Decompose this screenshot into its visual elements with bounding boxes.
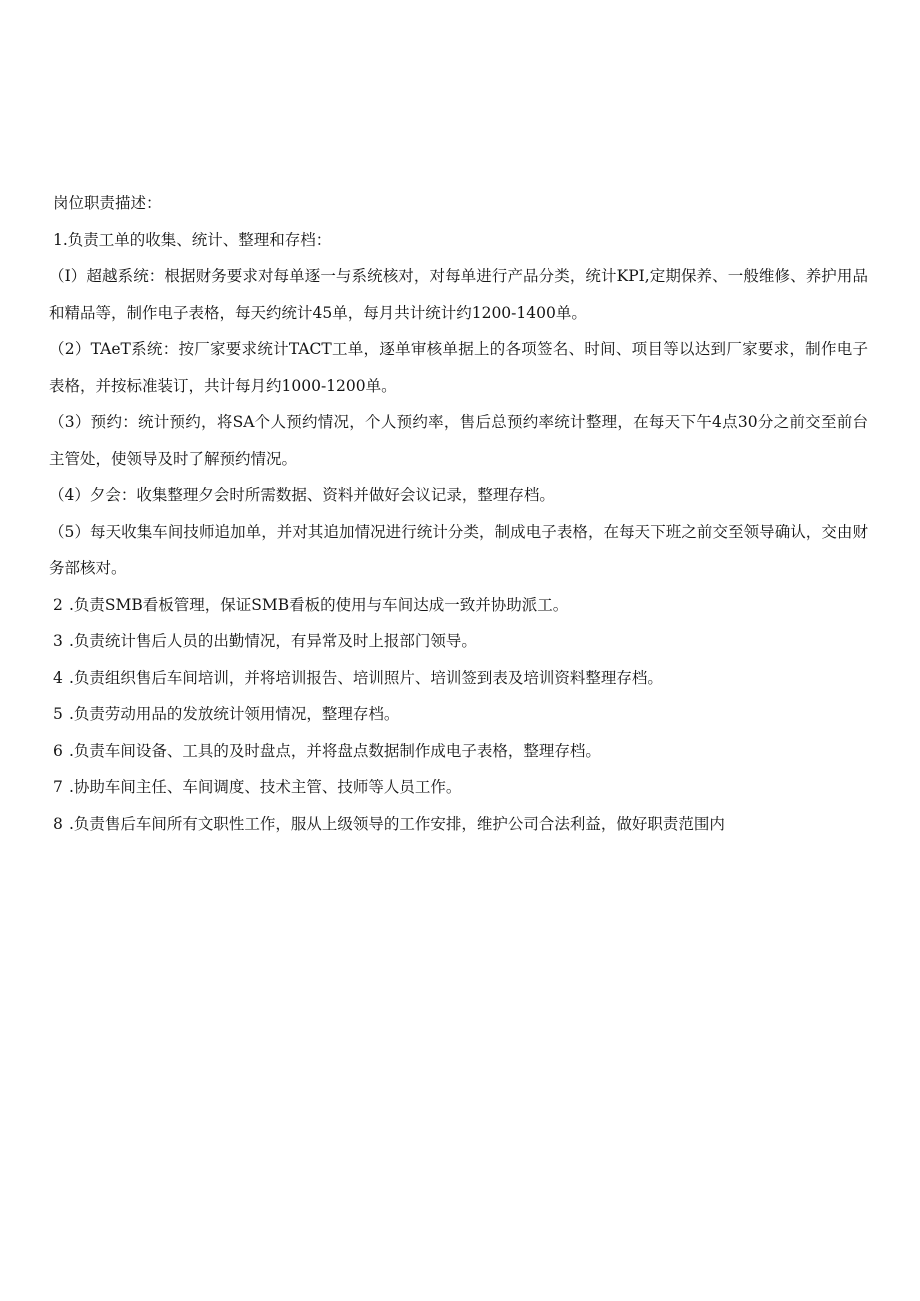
item-text: .负责劳动用品的发放统计领用情况，整理存档。 <box>69 705 400 723</box>
item-number: 5 <box>53 705 63 723</box>
item-text: .协助车间主任、车间调度、技术主管、技师等人员工作。 <box>69 778 462 796</box>
item-number: 2 <box>53 595 63 614</box>
sub-item-1: （I）超越系统：根据财务要求对每单逐一与系统核对，对每单进行产品分类，统计KPI,定期保养、一般维修、养护用品和精品等，制作电子表格，每天约统计45单，每月共计统计约1200-1400单。 <box>49 267 868 322</box>
duty-item-4 <box>53 660 868 697</box>
item-number: 4 <box>53 668 63 687</box>
item-number: 8 <box>53 814 63 833</box>
duty-item-5 <box>53 696 868 733</box>
duty-item-1: 1.负责工单的收集、统计、整理和存档： <box>53 230 332 249</box>
item-number: 6 <box>53 741 63 760</box>
duty-item-8 <box>53 806 868 843</box>
sub-item-3: （3）预约：统计预约，将SA个人预约情况，个人预约率，售后总预约率统计整理，在每天下午4点30分之前交至前台主管处，使领导及时了解预约情况。 <box>49 413 868 468</box>
item-number: 3 <box>53 632 63 650</box>
item-text: .负责统计售后人员的出勤情况，有异常及时上报部门领导。 <box>69 632 477 650</box>
item-text: .负责车间设备、工具的及时盘点，并将盘点数据制作成电子表格，整理存档。 <box>69 741 601 760</box>
sub-item-4: （4）夕会：收集整理夕会时所需数据、资料并做好会议记录，整理存档。 <box>49 486 555 504</box>
duty-item-7 <box>53 769 868 806</box>
item-text: .负责SMB看板管理，保证SMB看板的使用与车间达成一致并协助派工。 <box>69 595 569 614</box>
item-text: .负责组织售后车间培训，并将培训报告、培训照片、培训签到表及培训资料整理存档。 <box>69 668 663 687</box>
sub-item-2: （2）TAeT系统：按厂家要求统计TACT工单，逐单审核单据上的各项签名、时间、项目等以达到厂家要求，制作电子表格，并按标准装订，共计每月约1000-1200单。 <box>49 340 868 395</box>
duty-item-2 <box>53 587 868 624</box>
duty-item-6 <box>53 733 868 770</box>
item-text: .负责售后车间所有文职性工作，服从上级领导的工作安排，维护公司合法利益，做好职责范围内 <box>69 814 725 833</box>
sub-item-5: （5）每天收集车间技师追加单，并对其追加情况进行统计分类，制成电子表格，在每天下班之前交至领导确认，交由财务部核对。 <box>49 522 868 577</box>
item-number: 7 <box>53 778 63 796</box>
section-heading: 岗位职责描述： <box>53 194 162 212</box>
duty-item-3 <box>53 623 868 660</box>
document-body <box>49 185 868 842</box>
